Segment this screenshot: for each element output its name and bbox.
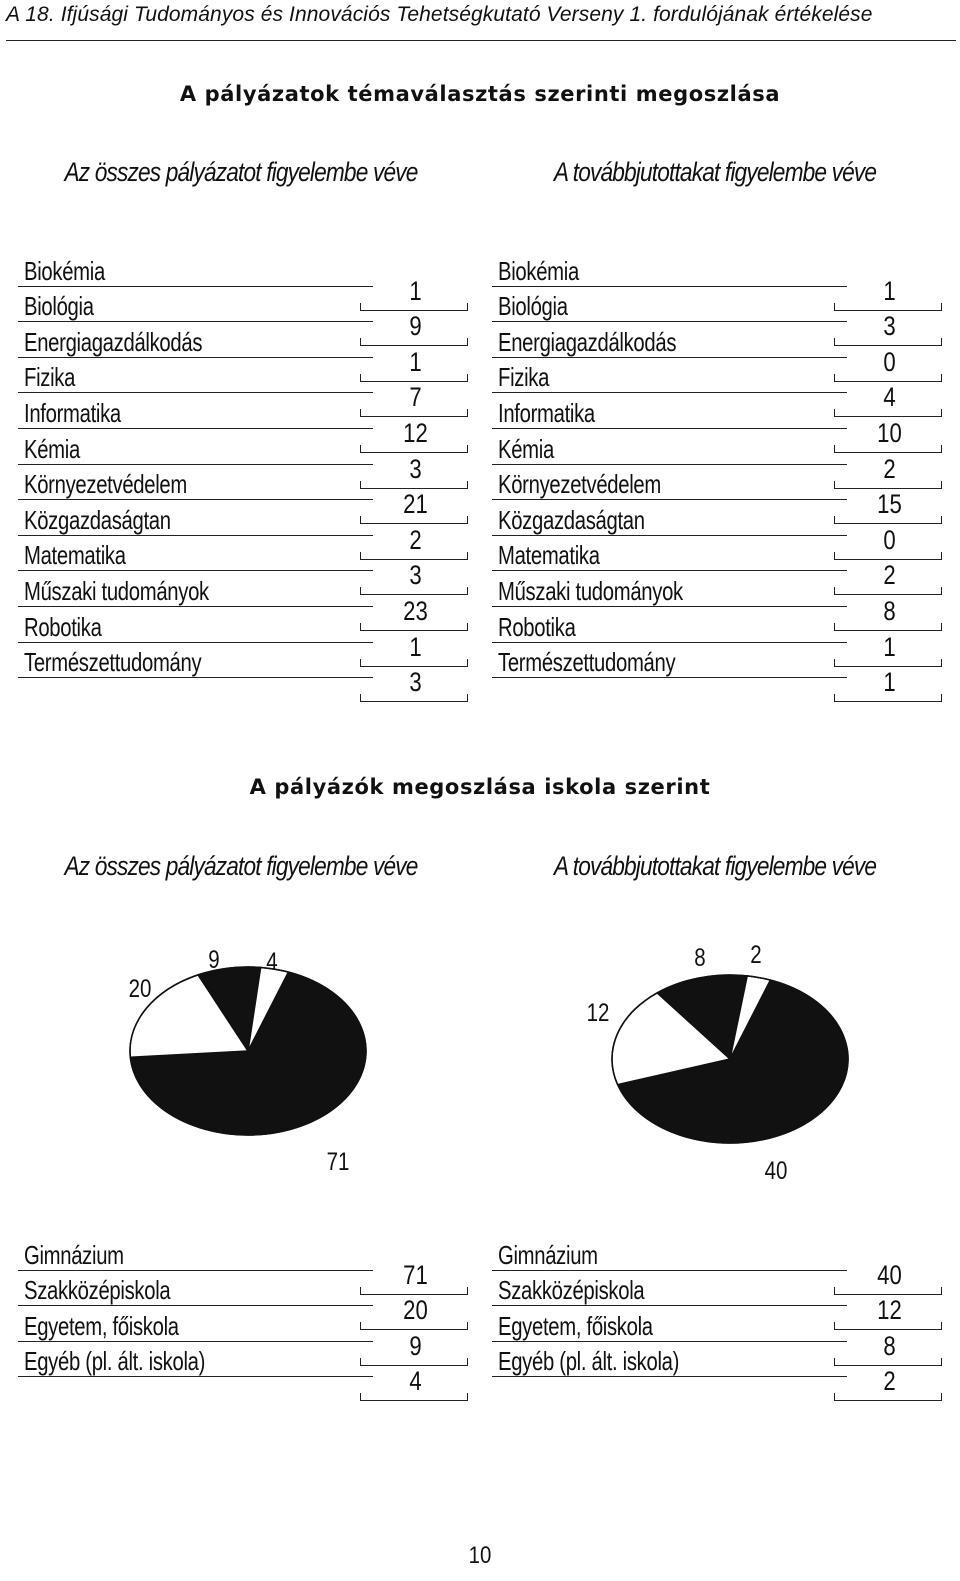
table-row xyxy=(18,500,468,555)
row-label: Energiagazdálkodás xyxy=(24,326,203,357)
subtitle-advanced-topics: A továbbjutottakat figyelembe véve xyxy=(553,157,877,187)
table-row xyxy=(492,393,942,448)
page-header: A 18. Ifjúsági Tudományos és Innovációs Tehetségkutató Verseny 1. fordulójának értékelése xyxy=(6,2,956,41)
topics-table-all xyxy=(18,251,468,698)
row-label: Egyéb (pl. ált. iskola) xyxy=(498,1346,680,1377)
row-value: 2 xyxy=(883,1366,896,1397)
table-row xyxy=(492,322,942,377)
row-label: Környezetvédelem xyxy=(24,469,187,500)
row-label: Műszaki tudományok xyxy=(24,575,209,606)
row-label: Biokémia xyxy=(24,255,105,286)
row-value: 1 xyxy=(409,346,422,377)
row-label: Műszaki tudományok xyxy=(498,575,683,606)
row-value: 4 xyxy=(409,1366,422,1397)
row-rule xyxy=(492,1376,847,1377)
row-label: Természettudomány xyxy=(498,647,676,678)
table-row xyxy=(492,571,942,626)
table-row xyxy=(492,429,942,484)
row-value: 12 xyxy=(877,1295,902,1326)
table-row xyxy=(492,1306,942,1361)
row-value: 1 xyxy=(409,631,422,662)
row-value: 2 xyxy=(883,560,896,591)
pie-slice-label: 4 xyxy=(266,947,278,976)
row-label: Biokémia xyxy=(498,255,579,286)
row-label: Szakközépiskola xyxy=(24,1275,171,1306)
row-value: 1 xyxy=(409,275,422,306)
value-bracket xyxy=(360,1393,468,1401)
row-label: Szakközépiskola xyxy=(498,1275,645,1306)
row-value: 7 xyxy=(409,382,422,413)
table-row xyxy=(18,1306,468,1361)
subtitle-advanced-schools: A továbbjutottakat figyelembe véve xyxy=(553,851,877,881)
row-value: 0 xyxy=(883,524,896,555)
row-value: 40 xyxy=(877,1259,902,1290)
row-label: Közgazdaságtan xyxy=(24,504,171,535)
row-label: Természettudomány xyxy=(24,647,202,678)
table-row xyxy=(492,251,942,306)
row-label: Gimnázium xyxy=(498,1239,598,1270)
row-value: 15 xyxy=(877,489,902,520)
row-label: Környezetvédelem xyxy=(498,469,661,500)
pie-slice-label: 9 xyxy=(208,945,220,974)
row-value: 8 xyxy=(883,595,896,626)
topics-table-advanced xyxy=(492,251,942,698)
row-value: 1 xyxy=(883,275,896,306)
row-label: Robotika xyxy=(498,611,576,642)
row-label: Egyetem, főiskola xyxy=(498,1310,653,1341)
row-rule xyxy=(18,677,373,678)
row-label: Biológia xyxy=(24,291,94,322)
row-value: 1 xyxy=(883,667,896,698)
row-label: Informatika xyxy=(498,397,595,428)
row-label: Matematika xyxy=(24,540,126,571)
row-label: Fizika xyxy=(24,362,76,393)
row-value: 3 xyxy=(409,667,422,698)
row-value: 8 xyxy=(883,1330,896,1361)
row-value: 2 xyxy=(883,453,896,484)
pie-slice-label: 40 xyxy=(764,1156,788,1185)
table-row xyxy=(492,500,942,555)
table-row xyxy=(492,643,942,698)
row-label: Közgazdaságtan xyxy=(498,504,645,535)
row-label: Robotika xyxy=(24,611,102,642)
row-rule xyxy=(18,1376,373,1377)
row-value: 10 xyxy=(877,417,902,448)
row-value: 1 xyxy=(883,631,896,662)
row-label: Egyetem, főiskola xyxy=(24,1310,179,1341)
section-title-topics: A pályázatok témaválasztás szerinti megoszlása xyxy=(179,82,781,106)
table-row xyxy=(18,429,468,484)
value-bracket xyxy=(834,694,942,702)
table-row xyxy=(18,607,468,662)
pie-slice-label: 2 xyxy=(750,940,762,969)
table-row xyxy=(18,1235,468,1290)
row-value: 23 xyxy=(403,595,428,626)
row-value: 3 xyxy=(409,560,422,591)
schools-table-all xyxy=(18,1235,468,1397)
schools-table-advanced xyxy=(492,1235,942,1397)
pie-slice-label: 71 xyxy=(326,1147,350,1176)
row-rule xyxy=(492,677,847,678)
table-row xyxy=(492,607,942,662)
pie-slice-label: 20 xyxy=(128,974,152,1003)
pie-slice-label: 8 xyxy=(694,943,706,972)
row-value: 21 xyxy=(403,489,428,520)
row-value: 0 xyxy=(883,346,896,377)
table-row xyxy=(18,322,468,377)
row-value: 71 xyxy=(403,1259,428,1290)
table-row xyxy=(18,1342,468,1397)
pie-chart-all-schools xyxy=(0,920,480,1190)
row-label: Fizika xyxy=(498,362,550,393)
row-value: 20 xyxy=(403,1295,428,1326)
subtitle-all-topics: Az összes pályázatot figyelembe véve xyxy=(64,157,418,187)
row-value: 9 xyxy=(409,311,422,342)
row-label: Biológia xyxy=(498,291,568,322)
pie-slice-label: 12 xyxy=(586,998,610,1027)
row-label: Energiagazdálkodás xyxy=(498,326,677,357)
row-label: Egyéb (pl. ált. iskola) xyxy=(24,1346,206,1377)
row-value: 9 xyxy=(409,1330,422,1361)
row-value: 3 xyxy=(883,311,896,342)
table-row xyxy=(492,1235,942,1290)
pie-chart-advanced-schools xyxy=(480,920,960,1190)
row-label: Informatika xyxy=(24,397,121,428)
table-row xyxy=(18,251,468,306)
value-bracket xyxy=(360,694,468,702)
table-row xyxy=(492,1342,942,1397)
row-label: Gimnázium xyxy=(24,1239,124,1270)
table-row xyxy=(18,643,468,698)
row-value: 2 xyxy=(409,524,422,555)
row-label: Matematika xyxy=(498,540,600,571)
row-value: 4 xyxy=(883,382,896,413)
row-label: Kémia xyxy=(24,433,80,464)
page-number: 10 xyxy=(468,1542,492,1569)
table-row xyxy=(18,571,468,626)
subtitle-all-schools: Az összes pályázatot figyelembe véve xyxy=(64,851,418,881)
section-title-schools: A pályázók megoszlása iskola szerint xyxy=(249,775,711,799)
row-label: Kémia xyxy=(498,433,554,464)
row-value: 12 xyxy=(403,417,428,448)
table-row xyxy=(18,393,468,448)
value-bracket xyxy=(834,1393,942,1401)
row-value: 3 xyxy=(409,453,422,484)
